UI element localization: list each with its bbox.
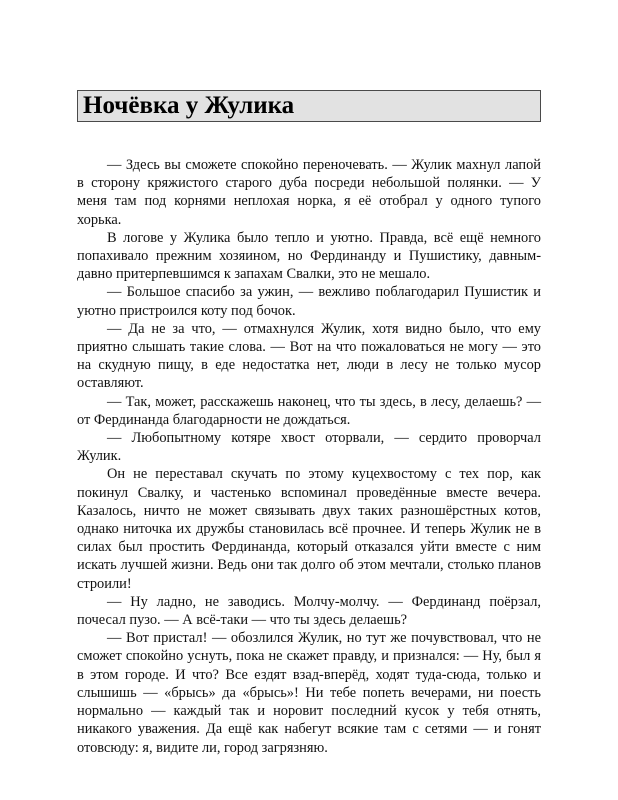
paragraph: — Да не за что, — отмахнулся Жулик, хотя видно было, что ему приятно слышать такие слова. — Вот на что пожаловаться не могу — это на скудную пищу, в еде недостатка нет, люди в лесу не только мусор оставляют. (77, 320, 541, 392)
paragraph: — Любопытному котяре хвост оторвали, — сердито проворчал Жулик. (77, 430, 541, 465)
paragraph: Он не переставал скучать по этому куцехвостому с тех пор, как покинул Свалку, и частенько вспоминал проведённые вместе вечера. Казалось, ничто не может связывать двух таких разношёрстных котов, однако ниточка их дружбы становилась всё прочнее. И теперь Жулик не в силах был простить Фердинанда, который отказался уйти вместе с ним искать лучшей жизни. Ведь они так долго об этом мечтали, столько планов строили! (77, 466, 541, 592)
paragraph: — Вот пристал! — обозлился Жулик, но тут же почувствовал, что не сможет спокойно уснуть, пока не скажет правду, и признался: — Ну, был я в этом городе. И что? Все ездят взад-вперёд, ходят туда-сюда, только и слышишь — «брысь» да «брысь»! Ни тебе попеть вечерами, ни поесть нормально — каждый так и норовит последний кусок у тебя отнять, никакого уважения. Да ещё как набегут всякие там с сетями — и гонят отовсюду: я, видите ли, город загрязняю. (77, 630, 541, 756)
paragraph: — Ну ладно, не заводись. Молчу-молчу. — Фердинанд поёрзал, почесал пузо. — А всё-таки — что ты здесь делаешь? (77, 593, 541, 629)
chapter-body (77, 156, 541, 757)
paragraph: В логове у Жулика было тепло и уютно. Правда, всё ещё немного попахивало прежним хозяином, но Фердинанду и Пушистику, давным-давно притерпевшимся к запахам Свалки, это не мешало. (77, 229, 541, 283)
paragraph: — Большое спасибо за ужин, — вежливо поблагодарил Пушистик и уютно пристроился коту под бочок. (77, 284, 541, 319)
book-page (77, 90, 541, 757)
chapter-title: Ночёвка у Жулика (77, 90, 541, 122)
paragraph: — Так, может, расскажешь наконец, что ты здесь, в лесу, делаешь? — от Фердинанда благодарности не дождаться. (77, 393, 541, 428)
paragraph: — Здесь вы сможете спокойно переночевать. — Жулик махнул лапой в сторону кряжистого старого дуба посреди небольшой полянки. — У меня там под корнями неплохая норка, я её отобрал у одного тупого хорька. (77, 157, 541, 228)
